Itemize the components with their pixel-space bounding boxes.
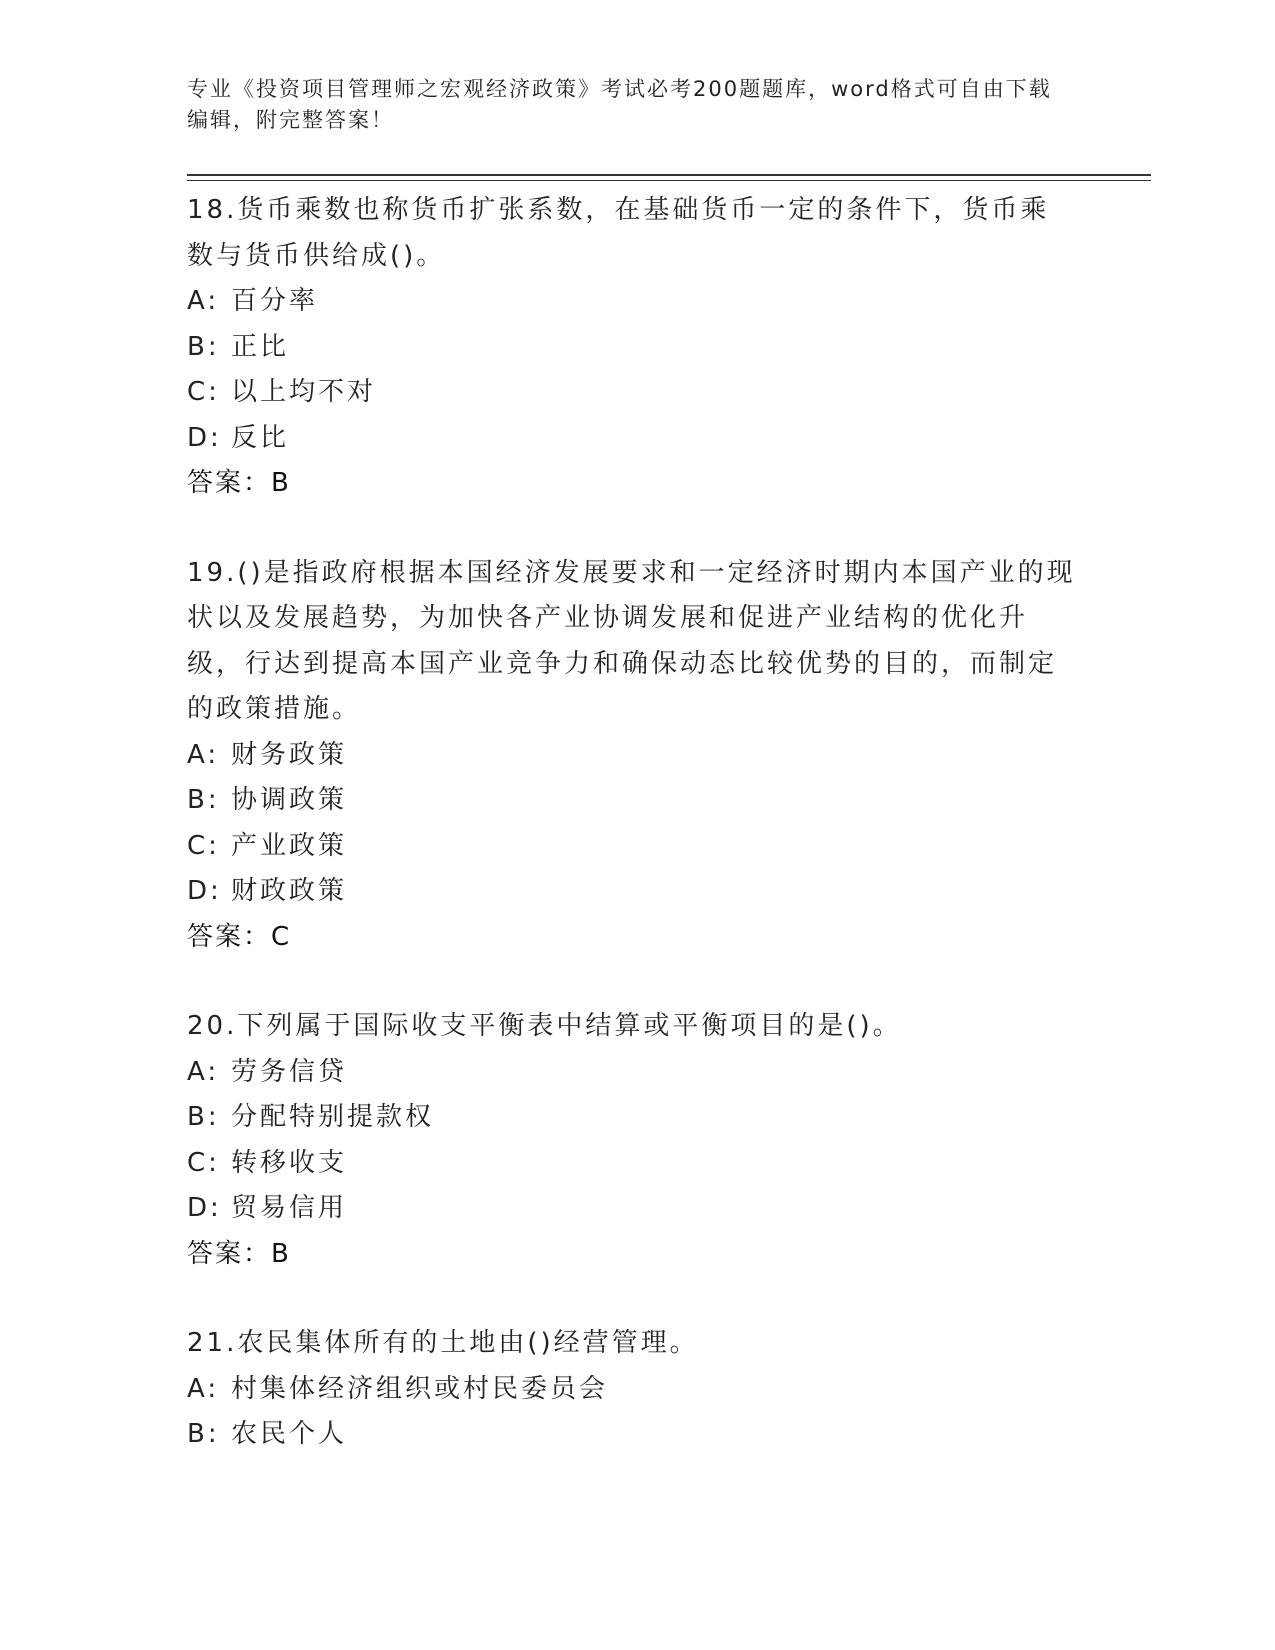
option-key: C: [187, 377, 220, 407]
option-key: A: [187, 739, 220, 770]
question-stem: 18.货币乘数也称货币扩张系数，在基础货币一定的条件下，货币乘数与货币供给成()。 [187, 195, 1050, 271]
option-text: 以上均不对 [231, 377, 377, 407]
option-text: 劳务信贷 [231, 1056, 348, 1087]
header-divider-thin [187, 180, 1151, 181]
option-text: 百分率 [231, 286, 319, 316]
question-21 [187, 1321, 1087, 1458]
option-text: 分配特别提款权 [231, 1102, 435, 1132]
answer-line: 答案：B [187, 1238, 291, 1269]
option-key: A: [187, 286, 220, 316]
option-a [187, 279, 1087, 325]
option-text: 财务政策 [231, 739, 348, 770]
option-key: B: [187, 1419, 220, 1449]
option-text: 正比 [231, 331, 290, 362]
option-text: 贸易信用 [231, 1193, 348, 1223]
question-stem: 20.下列属于国际收支平衡表中结算或平衡项目的是()。 [187, 1011, 902, 1041]
option-text: 农民个人 [231, 1419, 348, 1449]
question-list [187, 188, 1087, 1502]
option-text: 村集体经济组织或村民委员会 [231, 1373, 609, 1404]
option-c [187, 370, 1087, 416]
option-text: 协调政策 [231, 785, 348, 815]
question-18 [187, 188, 1087, 507]
question-stem: 21.农民集体所有的土地由()经营管理。 [187, 1328, 699, 1358]
option-d [187, 869, 1087, 915]
answer-line: 答案：C [187, 921, 292, 952]
answer-line: 答案：B [187, 468, 291, 498]
option-a [187, 1367, 1087, 1413]
option-text: 财政政策 [231, 876, 348, 906]
option-key: D: [187, 1193, 222, 1223]
option-text: 产业政策 [231, 830, 348, 861]
option-d [187, 416, 1087, 462]
option-b [187, 778, 1087, 824]
option-a [187, 1050, 1087, 1096]
option-text: 转移收支 [231, 1147, 348, 1178]
option-key: B: [187, 785, 220, 815]
option-c [187, 824, 1087, 870]
option-text: 反比 [231, 422, 290, 453]
option-key: A: [187, 1373, 220, 1404]
question-19 [187, 551, 1087, 961]
option-b [187, 1412, 1087, 1458]
header-divider-thick [187, 174, 1151, 176]
document-header: 专业《投资项目管理师之宏观经济政策》考试必考200题题库，word格式可自由下载编辑，附完整答案！ [187, 77, 1052, 132]
option-c [187, 1141, 1087, 1187]
question-stem: 19.()是指政府根据本国经济发展要求和一定经济时期内本国产业的现状以及发展趋势，为加快各产业协调发展和促进产业结构的优化升级，行达到提高本国产业竞争力和确保动态比较优势的目的，而制定的政策措施。 [187, 557, 1076, 724]
option-key: D: [187, 876, 222, 906]
option-b [187, 1095, 1087, 1141]
option-b [187, 325, 1087, 371]
question-20 [187, 1004, 1087, 1277]
option-key: C: [187, 1147, 220, 1178]
option-d [187, 1186, 1087, 1232]
option-key: B: [187, 331, 220, 362]
option-a [187, 733, 1087, 779]
option-key: B: [187, 1102, 220, 1132]
option-key: D: [187, 422, 222, 453]
option-key: A: [187, 1056, 220, 1087]
option-key: C: [187, 830, 220, 861]
